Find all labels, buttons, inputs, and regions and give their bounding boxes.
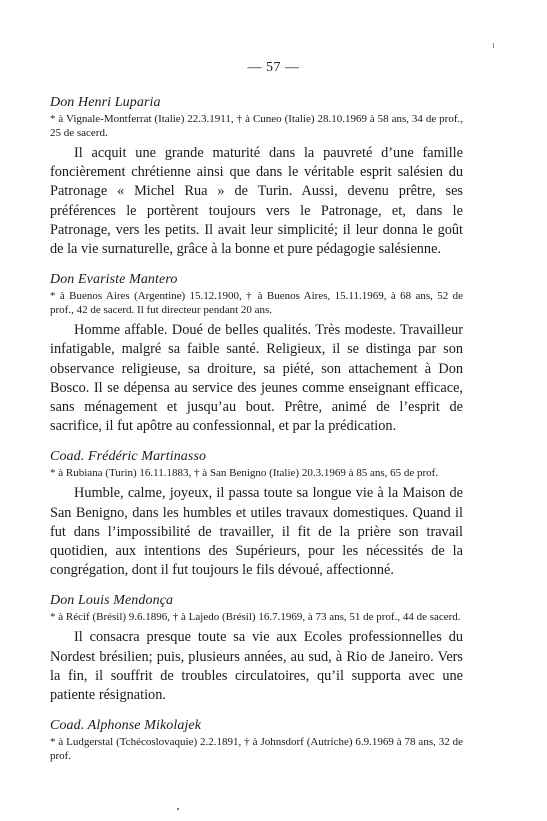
obituary-entry <box>50 449 463 580</box>
entry-dates: * à Ludgerstal (Tchécoslovaquie) 2.2.1891, † à Johnsdorf (Autriche) 6.9.1969 à 78 ans, 32 de prof. <box>50 736 463 763</box>
entry-name: Coad. Alphonse Mikolajek <box>50 718 202 734</box>
margin-mark <box>493 43 494 48</box>
print-speck <box>177 808 179 810</box>
entry-name: Coad. Frédéric Martinasso <box>50 449 207 465</box>
entry-name: Don Henri Luparia <box>50 95 161 110</box>
entry-dates: * à Vignale-Montferrat (Italie) 22.3.1911, † à Cuneo (Italie) 28.10.1969 à 58 ans, 34 de prof., 25 de sacerd. <box>50 113 463 139</box>
entry-dates: * à Rubiana (Turin) 16.11.1883, † à San Benigno (Italie) 20.3.1969 à 85 ans, 65 de prof. <box>50 467 439 480</box>
obituary-entry <box>50 593 463 705</box>
obituary-entry <box>50 95 463 259</box>
page-number: — 57 — <box>247 60 300 75</box>
entry-biography: Il acquit une grande maturité dans la pauvreté d’une famille foncièrement chrétienne ainsi que dans le véritable esprit salésien du Patronage « Michel Rua » de Turin. Aussi, devenu prêtre, ses préférences le portèrent toujours vers le Patronage, et, dans le Patronage, vers les petits. Il avait leur simplicité; il leur donna le goût de la vie surnaturelle, grâce à la bonne et pure pédagogie salésienne. <box>50 145 463 258</box>
entry-name: Don Louis Mendonça <box>50 593 174 609</box>
entry-name: Don Evariste Mantero <box>50 272 178 288</box>
entry-dates: * à Buenos Aires (Argentine) 15.12.1900, † à Buenos Aires, 15.11.1969, à 68 ans, 52 de prof., 42 de sacerd. Il fut directeur pendant 20 ans. <box>50 290 463 317</box>
obituary-entry <box>50 272 463 436</box>
entry-biography: Humble, calme, joyeux, il passa toute sa longue vie à la Maison de San Benigno, dans les humbles et utiles travaux domestiques. Quand il fut dans l’impossibilité de travailler, il fit de la prière son travail quotidien, aux intentions des Supérieurs, pour les nécessités de la congrégation, dont il fut toujours le fils dévoué, affectionné. <box>50 485 463 579</box>
obituary-list <box>50 95 463 776</box>
entry-biography: Il consacra presque toute sa vie aux Ecoles professionnelles du Nordest brésilien; puis, plusieurs années, au sud, à Rio de Janeiro. Vers la fin, il souffrit de troubles circulatoires, qu’il supporta avec une patiente résignation. <box>50 629 463 704</box>
obituary-entry <box>50 718 463 763</box>
entry-dates: * à Récif (Brésil) 9.6.1896, † à Lajedo (Brésil) 16.7.1969, à 73 ans, 51 de prof., 44 de sacerd. <box>50 611 461 624</box>
entry-biography: Homme affable. Doué de belles qualités. Très modeste. Travailleur infatigable, malgré sa faible santé. Religieux, il se distinga par son observance religieuse, sa droiture, sa piété, son attachement à Don Bosco. Il se dépensa au service des jeunes comme enseignant efficace, sans ménagement et jusqu’au bout. Prêtre, animé de l’esprit de sacrifice, il fut apôtre au confessionnal, et par la prédication. <box>50 322 463 435</box>
